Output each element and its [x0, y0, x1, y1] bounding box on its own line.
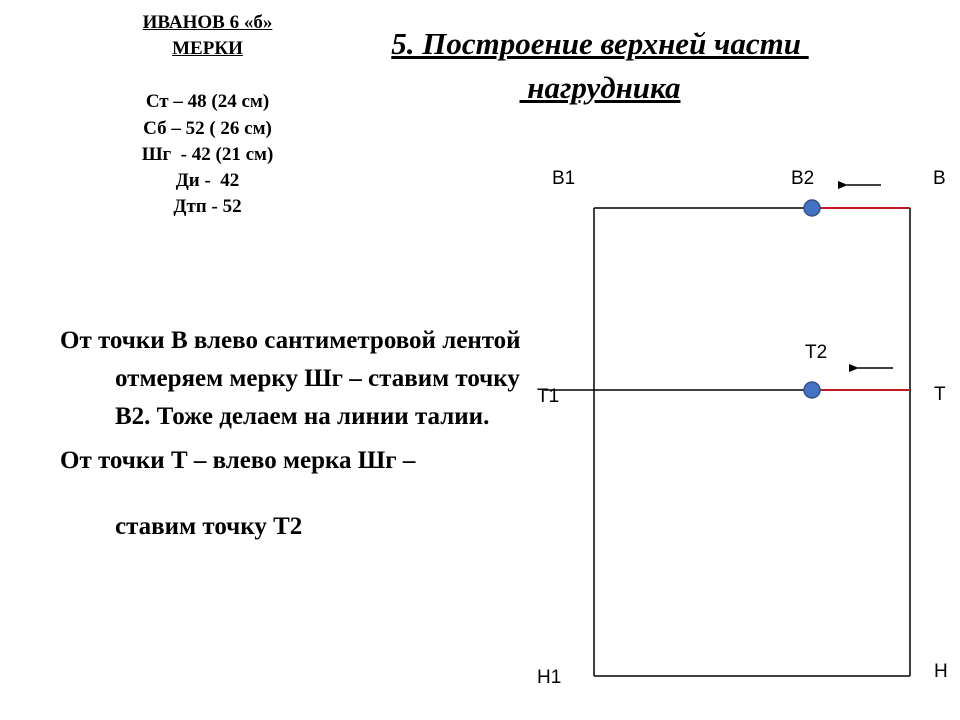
measure-di: Ди - 42	[175, 170, 240, 192]
point-b2	[804, 200, 820, 216]
label-t1: Т1	[537, 386, 560, 407]
title-line-1: 5. Построение верхней части	[391, 26, 809, 61]
measure-shg: Шг - 42 (21 см)	[141, 143, 274, 165]
measure-sb: Сб – 52 ( 26 см)	[143, 117, 272, 139]
measure-dtp: Дтп - 52	[173, 196, 242, 218]
label-t2: Т2	[805, 342, 828, 363]
measurements-heading: МЕРКИ	[172, 38, 243, 60]
label-h: Н	[934, 661, 948, 682]
instruction-paragraph-3: ставим точку Т2	[115, 513, 303, 540]
label-b: В	[933, 168, 946, 189]
student-name: ИВАНОВ 6 «б»	[142, 12, 273, 33]
point-t2	[804, 382, 820, 398]
instruction-paragraph-2: От точки Т – влево мерка Шг –	[60, 447, 416, 474]
instruction-paragraph-1: От точки В влево сантиметровой лентой отмеряем мерку Шг – ставим точку В2. Тоже делаем на линии талии.	[60, 327, 521, 430]
label-b2: В2	[791, 168, 815, 189]
label-b1: В1	[552, 168, 576, 189]
title-line-2: нагрудника	[519, 70, 681, 105]
measure-st: Ст – 48 (24 см)	[145, 91, 270, 113]
label-h1: Н1	[537, 667, 562, 688]
label-t: Т	[934, 384, 946, 405]
